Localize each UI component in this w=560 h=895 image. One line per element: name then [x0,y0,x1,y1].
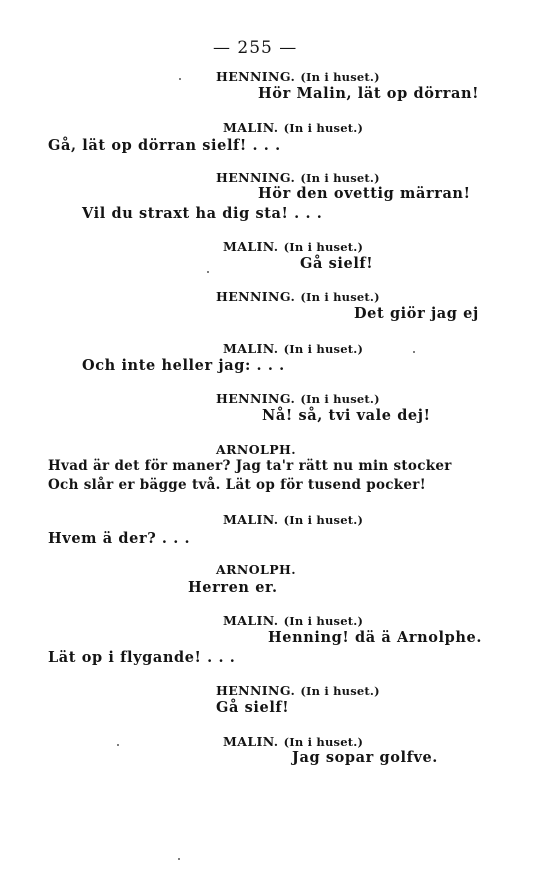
stage-direction: (In i huset.) [283,240,364,254]
speaker-name: HENNING. [216,170,296,185]
stage-direction: (In i huset.) [300,171,380,185]
stage-direction: (In i huset.) [283,121,364,135]
speaker-line [223,119,363,135]
print-speck [179,78,181,80]
stage-direction: (In i huset.) [283,342,364,356]
speaker-line [216,169,380,185]
verse-line: Gå sielf! [216,699,290,716]
stage-direction: (In i huset.) [300,684,380,698]
print-speck [117,744,119,746]
speaker-line [223,238,363,254]
verse-line: Vil du straxt ha dig sta! . . . [82,205,323,222]
verse-line: Lät op i flygande! . . . [48,649,236,666]
page-number: — 255 — [213,38,298,58]
verse-line: Hvad är det för maner? Jag ta'r rätt nu min stocker [48,458,452,474]
verse-line: Och inte heller jag: . . . [82,357,285,374]
speaker-line [216,561,296,577]
speaker-name: MALIN. [223,512,279,527]
verse-line: Gå, lät op dörran sielf! . . . [48,137,281,154]
stage-direction: (In i huset.) [300,392,380,406]
speaker-line [223,612,363,628]
speaker-line [216,68,380,84]
stage-direction: (In i huset.) [283,614,364,628]
speaker-name: MALIN. [223,734,279,749]
speaker-name: HENNING. [216,391,296,406]
speaker-line [223,511,363,527]
speaker-line [216,441,296,457]
verse-line: Jag sopar golfve. [292,749,438,766]
verse-line: Hör Malin, lät op dörran! [258,85,480,102]
print-speck [207,271,209,273]
stage-direction: (In i huset.) [283,735,364,749]
verse-line: Det giör jag ej [354,305,479,322]
speaker-name: MALIN. [223,613,279,628]
print-speck [178,858,180,860]
verse-line: Hvem ä der? . . . [48,530,191,547]
stage-direction: (In i huset.) [283,513,364,527]
speaker-line [223,340,363,356]
speaker-name: ARNOLPH. [216,442,296,457]
verse-line: Hör den ovettig märran! [258,185,471,202]
verse-line: Nå! så, tvi vale dej! [262,407,431,424]
verse-line: Och slår er bägge två. Lät op för tusend pocker! [48,477,426,493]
speaker-line [223,733,363,749]
verse-line: Herren er. [188,579,278,596]
speaker-name: MALIN. [223,341,279,356]
stage-direction: (In i huset.) [300,290,380,304]
speaker-name: HENNING. [216,289,296,304]
speaker-line [216,288,380,304]
verse-line: Henning! dä ä Arnolphe. [268,629,483,646]
speaker-name: ARNOLPH. [216,562,296,577]
stage-direction: (In i huset.) [300,70,380,84]
verse-line: Gå sielf! [300,255,374,272]
speaker-name: MALIN. [223,239,279,254]
speaker-name: HENNING. [216,69,296,84]
speaker-name: MALIN. [223,120,279,135]
speaker-name: HENNING. [216,683,296,698]
speaker-line [216,390,380,406]
print-speck [413,351,415,353]
speaker-line [216,682,380,698]
